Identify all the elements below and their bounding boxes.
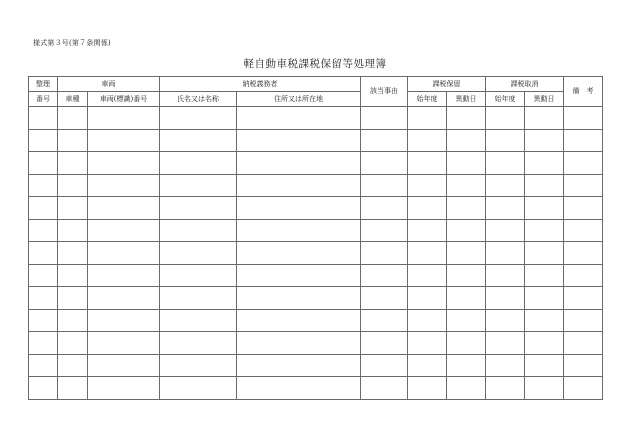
cell-torikeshi-idobi [525,377,564,400]
cell-gaito-jiyu [361,174,408,197]
cell-shimei [160,309,237,332]
cell-horyu-idobi [447,242,486,265]
cell-jusho [237,107,361,130]
cell-shimei [160,287,237,310]
table-row [29,107,603,130]
cell-sharyo-bango [88,152,160,175]
cell-horyu-idobi [447,219,486,242]
cell-horyu-idobi [447,197,486,220]
cell-jusho [237,219,361,242]
cell-horyu-idobi [447,107,486,130]
cell-horyu-idobi [447,332,486,355]
cell-jusho [237,287,361,310]
cell-biko [564,129,603,152]
header-torikeshi-idobi: 異動日 [525,92,564,107]
cell-biko [564,152,603,175]
table-row [29,264,603,287]
cell-seiri-bango [29,174,58,197]
cell-torikeshi-shinendo [486,264,525,287]
cell-shashu [58,107,88,130]
cell-seiri-bango [29,242,58,265]
register-table [28,76,603,400]
table-row [29,152,603,175]
cell-jusho [237,242,361,265]
cell-shashu [58,197,88,220]
cell-sharyo-bango [88,174,160,197]
table-row [29,197,603,220]
cell-torikeshi-shinendo [486,152,525,175]
cell-seiri-bango [29,219,58,242]
header-horyu-idobi: 異動日 [447,92,486,107]
cell-torikeshi-shinendo [486,332,525,355]
cell-shashu [58,264,88,287]
cell-gaito-jiyu [361,377,408,400]
cell-gaito-jiyu [361,287,408,310]
cell-seiri-bango [29,377,58,400]
cell-seiri-bango [29,129,58,152]
cell-horyu-shinendo [408,129,447,152]
cell-jusho [237,354,361,377]
cell-sharyo-bango [88,354,160,377]
cell-torikeshi-idobi [525,242,564,265]
cell-horyu-shinendo [408,219,447,242]
cell-jusho [237,264,361,287]
cell-shashu [58,332,88,355]
cell-sharyo-bango [88,107,160,130]
form-number: 様式第３号(第７条関係) [33,39,111,47]
cell-shashu [58,309,88,332]
cell-shashu [58,287,88,310]
cell-torikeshi-idobi [525,197,564,220]
cell-sharyo-bango [88,219,160,242]
cell-gaito-jiyu [361,354,408,377]
cell-torikeshi-shinendo [486,354,525,377]
cell-torikeshi-idobi [525,107,564,130]
header-shimei: 氏名又は名称 [160,92,237,107]
cell-gaito-jiyu [361,242,408,265]
cell-shimei [160,354,237,377]
cell-torikeshi-shinendo [486,377,525,400]
cell-horyu-shinendo [408,377,447,400]
table-row [29,377,603,400]
cell-gaito-jiyu [361,309,408,332]
cell-shimei [160,152,237,175]
cell-gaito-jiyu [361,107,408,130]
cell-horyu-shinendo [408,197,447,220]
cell-torikeshi-idobi [525,129,564,152]
cell-shimei [160,197,237,220]
cell-horyu-idobi [447,377,486,400]
cell-torikeshi-idobi [525,332,564,355]
cell-torikeshi-shinendo [486,242,525,265]
cell-seiri-bango [29,197,58,220]
cell-torikeshi-shinendo [486,129,525,152]
cell-sharyo-bango [88,129,160,152]
cell-torikeshi-idobi [525,174,564,197]
cell-seiri-bango [29,152,58,175]
cell-jusho [237,332,361,355]
header-nozei-gimusha: 納税義務者 [160,77,361,92]
table-row [29,174,603,197]
cell-sharyo-bango [88,197,160,220]
cell-gaito-jiyu [361,129,408,152]
cell-gaito-jiyu [361,152,408,175]
header-sharyo-bango: 車両(標識)番号 [88,92,160,107]
cell-jusho [237,129,361,152]
cell-seiri-bango [29,332,58,355]
cell-sharyo-bango [88,287,160,310]
cell-shashu [58,219,88,242]
cell-shashu [58,354,88,377]
cell-biko [564,309,603,332]
cell-gaito-jiyu [361,197,408,220]
header-kazei-horyu: 課税保留 [408,77,486,92]
cell-jusho [237,377,361,400]
cell-horyu-shinendo [408,264,447,287]
cell-shimei [160,332,237,355]
cell-shashu [58,152,88,175]
cell-biko [564,219,603,242]
header-seiri-top: 整理 [29,77,58,92]
cell-horyu-shinendo [408,309,447,332]
cell-horyu-idobi [447,152,486,175]
cell-shimei [160,107,237,130]
cell-torikeshi-shinendo [486,107,525,130]
cell-horyu-shinendo [408,287,447,310]
cell-horyu-shinendo [408,354,447,377]
table-row [29,354,603,377]
cell-shimei [160,264,237,287]
cell-torikeshi-shinendo [486,219,525,242]
cell-horyu-shinendo [408,242,447,265]
cell-shashu [58,129,88,152]
cell-sharyo-bango [88,242,160,265]
cell-seiri-bango [29,309,58,332]
cell-shashu [58,242,88,265]
header-row-bottom [29,92,603,107]
table-row [29,309,603,332]
header-jusho: 住所又は所在地 [237,92,361,107]
cell-biko [564,242,603,265]
cell-horyu-idobi [447,354,486,377]
cell-gaito-jiyu [361,219,408,242]
cell-horyu-shinendo [408,152,447,175]
header-seiri-bottom: 番号 [29,92,58,107]
cell-biko [564,354,603,377]
cell-biko [564,264,603,287]
cell-seiri-bango [29,264,58,287]
cell-sharyo-bango [88,309,160,332]
table-row [29,287,603,310]
cell-torikeshi-idobi [525,354,564,377]
cell-horyu-shinendo [408,174,447,197]
document-title: 軽自動車税課税保留等処理簿 [243,58,387,70]
table-row [29,332,603,355]
cell-shimei [160,242,237,265]
header-row-top [29,77,603,92]
header-horyu-shinendo: 始年度 [408,92,447,107]
cell-biko [564,287,603,310]
cell-torikeshi-shinendo [486,174,525,197]
header-biko: 備 考 [564,77,603,107]
cell-jusho [237,174,361,197]
cell-jusho [237,309,361,332]
cell-horyu-shinendo [408,332,447,355]
cell-sharyo-bango [88,377,160,400]
table-row [29,219,603,242]
cell-horyu-idobi [447,129,486,152]
cell-shimei [160,174,237,197]
cell-shimei [160,129,237,152]
cell-torikeshi-shinendo [486,287,525,310]
cell-horyu-idobi [447,309,486,332]
cell-seiri-bango [29,107,58,130]
cell-horyu-idobi [447,287,486,310]
cell-gaito-jiyu [361,332,408,355]
table-row [29,129,603,152]
cell-torikeshi-idobi [525,309,564,332]
cell-seiri-bango [29,287,58,310]
header-sharyo: 車両 [58,77,160,92]
cell-shimei [160,377,237,400]
cell-biko [564,197,603,220]
cell-biko [564,107,603,130]
table-row [29,242,603,265]
cell-shashu [58,174,88,197]
cell-shashu [58,377,88,400]
cell-torikeshi-idobi [525,152,564,175]
header-gaito-jiyu: 該当事由 [361,77,408,107]
cell-sharyo-bango [88,332,160,355]
cell-seiri-bango [29,354,58,377]
cell-biko [564,332,603,355]
cell-biko [564,377,603,400]
cell-torikeshi-shinendo [486,309,525,332]
cell-gaito-jiyu [361,264,408,287]
cell-biko [564,174,603,197]
cell-sharyo-bango [88,264,160,287]
cell-torikeshi-shinendo [486,197,525,220]
cell-torikeshi-idobi [525,287,564,310]
cell-horyu-shinendo [408,107,447,130]
cell-shimei [160,219,237,242]
cell-torikeshi-idobi [525,264,564,287]
cell-horyu-idobi [447,264,486,287]
cell-jusho [237,152,361,175]
header-shashu: 車種 [58,92,88,107]
header-kazei-torikeshi: 課税取消 [486,77,564,92]
cell-jusho [237,197,361,220]
cell-horyu-idobi [447,174,486,197]
header-torikeshi-shinendo: 始年度 [486,92,525,107]
cell-torikeshi-idobi [525,219,564,242]
